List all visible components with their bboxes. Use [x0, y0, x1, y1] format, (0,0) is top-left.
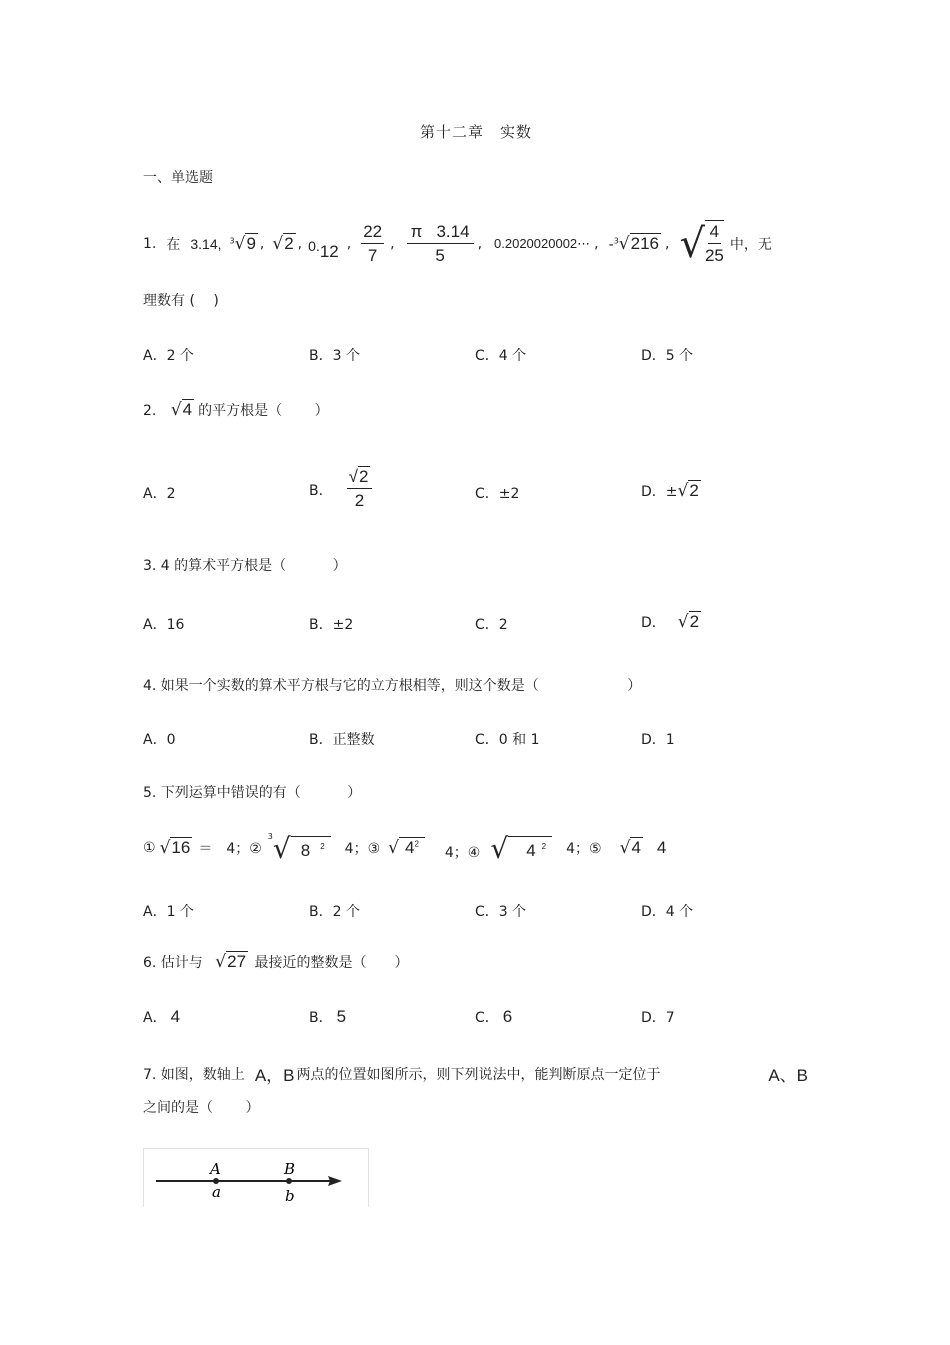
- q6-sqrt-value: 27: [227, 952, 247, 971]
- q6-option-a-label: A．: [143, 1010, 167, 1026]
- q1-repeating-digits: 12: [319, 242, 339, 261]
- radical-sign-icon: √: [388, 838, 399, 858]
- radical-sign-icon: √: [679, 221, 705, 267]
- q1-cbrt-value: 9: [246, 234, 256, 253]
- q1-prefix: 在: [166, 237, 181, 253]
- question-4: 4. 如果一个实数的算术平方根与它的立方根相等，则这个数是（ ）: [143, 678, 642, 694]
- q5-option-b[interactable]: B．2 个: [309, 904, 360, 920]
- number-line-svg: [144, 1149, 368, 1207]
- q5-expr3-rest: 4；④: [444, 845, 481, 861]
- point-b-value-label: b: [285, 1187, 295, 1205]
- point-b-dot: [286, 1178, 292, 1184]
- radical-sign-icon: √: [159, 838, 171, 858]
- q3-option-d-label: D．: [641, 615, 666, 631]
- q5-expr4-rest: 4；⑤: [566, 841, 602, 857]
- q1-sqrt-frac-denominator: 25: [704, 246, 724, 265]
- q5-expr2-rest: 4；③: [344, 841, 381, 857]
- q5-expr3-value: 4: [404, 838, 415, 857]
- radical-sign-icon: √: [677, 481, 689, 501]
- q2-option-b-denominator: 2: [354, 491, 365, 510]
- q6-prefix: 6. 估计与: [143, 955, 203, 971]
- q4-option-b[interactable]: B．正整数: [309, 732, 375, 748]
- q1-option-d[interactable]: D．5 个: [641, 348, 694, 364]
- q5-expr5-rest: 4: [656, 838, 667, 857]
- q1-repeating-int: 0.: [308, 238, 320, 254]
- q1-option-c[interactable]: C．4 个: [475, 348, 527, 364]
- q1-pi-fraction: [407, 221, 474, 268]
- point-b-label: B: [284, 1160, 296, 1178]
- q3-option-c[interactable]: C．2: [475, 617, 508, 633]
- q6-option-b-label: B．: [309, 1010, 333, 1026]
- q7-middle: 两点的位置如图所示，则下列说法中，能判断原点一定位于: [296, 1066, 661, 1083]
- radical-sign-icon: √: [619, 838, 631, 858]
- radical-sign-icon: √: [170, 400, 182, 420]
- q6-option-a-value: 4: [170, 1007, 181, 1026]
- q2-option-b-fraction: [347, 466, 373, 513]
- q6-option-c[interactable]: [475, 1007, 512, 1027]
- q1-number: 1.: [143, 236, 157, 252]
- q5-expressions: [143, 830, 666, 866]
- section-heading: 一、单选题: [143, 170, 213, 186]
- q1-fraction: [361, 221, 384, 268]
- q1-neg-cbrt: [609, 234, 661, 254]
- radical-sign-icon: √: [234, 234, 246, 254]
- arrow-head-icon: [328, 1176, 342, 1186]
- q5-expr5-value: 4: [631, 838, 641, 857]
- q7-line2: 之间的是（ ）: [143, 1100, 260, 1116]
- radical-sign-icon: √: [348, 467, 358, 486]
- q5-option-a[interactable]: A．1 个: [143, 904, 194, 920]
- q1-line2: 理数有 ( ): [143, 293, 219, 309]
- q6-option-c-value: 6: [502, 1007, 513, 1026]
- q2-option-a[interactable]: A．2: [143, 486, 176, 502]
- q1-fraction-numerator: 22: [361, 221, 384, 244]
- q1-pi-number: 3.14: [436, 221, 470, 241]
- q1-sqrt-frac-numerator: 4: [708, 221, 721, 244]
- q5-option-d[interactable]: D．4 个: [641, 904, 694, 920]
- page-title: 第十二章 实数: [420, 123, 533, 141]
- q1-minus-sign: -: [608, 237, 614, 253]
- q5-expr2-exponent: 2: [320, 841, 325, 851]
- q1-sequence: 0.2020020002⋯: [494, 236, 591, 251]
- point-a-label: A: [210, 1160, 221, 1178]
- radical-sign-icon: √: [272, 234, 284, 254]
- q1-fraction-denominator: 7: [367, 245, 378, 265]
- q6-option-c-label: C．: [475, 1010, 499, 1026]
- q6-option-a[interactable]: [143, 1007, 180, 1027]
- q1-sqrt: [272, 234, 295, 254]
- q5-expr1-value: 16: [171, 838, 191, 857]
- q1-repeating: [308, 234, 339, 261]
- q2-option-d-value: 2: [689, 481, 699, 500]
- q1-pi-symbol: π: [410, 221, 423, 241]
- q6-option-b[interactable]: [309, 1007, 346, 1027]
- point-a-value-label: a: [212, 1183, 221, 1201]
- number-line-figure: [143, 1148, 369, 1207]
- q5-option-c[interactable]: C．3 个: [475, 904, 527, 920]
- q2-option-d-label: D．±: [641, 484, 678, 500]
- q3-option-d[interactable]: [641, 612, 701, 632]
- q2-option-b[interactable]: [309, 466, 372, 513]
- q5-expr1-rest: ＝ 4；②: [198, 841, 262, 857]
- q5-expr2-index: 3: [267, 831, 273, 841]
- q3-option-a[interactable]: A．16: [143, 617, 185, 633]
- q5-circle-1: ①: [143, 840, 156, 856]
- q1-sqrt-fraction: [679, 220, 723, 268]
- q6-option-b-value: 5: [336, 1007, 347, 1026]
- q2-number: 2.: [143, 403, 157, 419]
- q5-expr3-exponent: 2: [414, 839, 419, 849]
- question-3: 3. 4 的算术平方根是（ ）: [143, 558, 347, 574]
- q1-cbrt: [230, 234, 258, 254]
- q1-value-1: 3.14,: [190, 236, 222, 252]
- q2-sqrt-value: 4: [182, 400, 193, 419]
- q5-expr4-value: 4: [526, 840, 536, 860]
- q2-text: 的平方根是（ ）: [198, 403, 329, 419]
- q2-option-d[interactable]: [641, 481, 701, 501]
- radical-sign-icon: √: [215, 952, 227, 972]
- q2-option-b-label: B．: [309, 482, 333, 499]
- question-1: 1. 在 3.14, $^3$√9 , √2 , 0. 12 , $\frac{22}{7}$ , $\frac{\pi 3.14}{5}$ , 0.2020020002⋯ , -$^3$√216 , √ $\frac{4}{25}$ 中，无: [143, 221, 772, 267]
- q5-expr4-exponent: 2: [541, 841, 547, 851]
- q3-option-d-value: 2: [689, 612, 700, 631]
- q2-option-b-numerator: 2: [358, 467, 369, 486]
- q1-pi-denominator: 5: [435, 245, 445, 265]
- q3-option-b[interactable]: B．±2: [309, 617, 354, 633]
- question-5: 5. 下列运算中错误的有（ ）: [143, 785, 362, 801]
- q7-points: A，B: [254, 1066, 295, 1085]
- radical-sign-icon: √: [618, 234, 630, 254]
- q1-cbrt2-index: 3: [613, 236, 619, 246]
- q6-option-d[interactable]: D．7: [641, 1010, 675, 1026]
- q1-option-a[interactable]: A．2 个: [143, 348, 194, 364]
- q4-option-a[interactable]: A．0: [143, 732, 176, 748]
- question-7: [143, 1061, 808, 1086]
- q1-option-b[interactable]: B．3 个: [309, 348, 360, 364]
- q7-prefix: 7. 如图，数轴上: [143, 1066, 245, 1083]
- q4-option-c[interactable]: C．0 和 1: [475, 732, 540, 748]
- q5-expr2-value: 8: [300, 840, 311, 860]
- question-6: [143, 952, 408, 972]
- q6-suffix: 最接近的整数是（ ）: [254, 955, 409, 971]
- q1-cbrt-index: 3: [229, 236, 235, 246]
- q1-cbrt2-value: 216: [630, 234, 659, 253]
- q1-tail: 中，无: [729, 237, 772, 253]
- q4-option-d[interactable]: D．1: [641, 732, 675, 748]
- q7-end: A、B: [768, 1066, 808, 1085]
- radical-sign-icon: √: [272, 831, 291, 865]
- radical-sign-icon: √: [490, 831, 509, 865]
- q1-sqrt-value: 2: [284, 234, 294, 253]
- radical-sign-icon: √: [677, 612, 689, 632]
- q2-option-c[interactable]: C．±2: [475, 486, 520, 502]
- question-2: [143, 400, 329, 420]
